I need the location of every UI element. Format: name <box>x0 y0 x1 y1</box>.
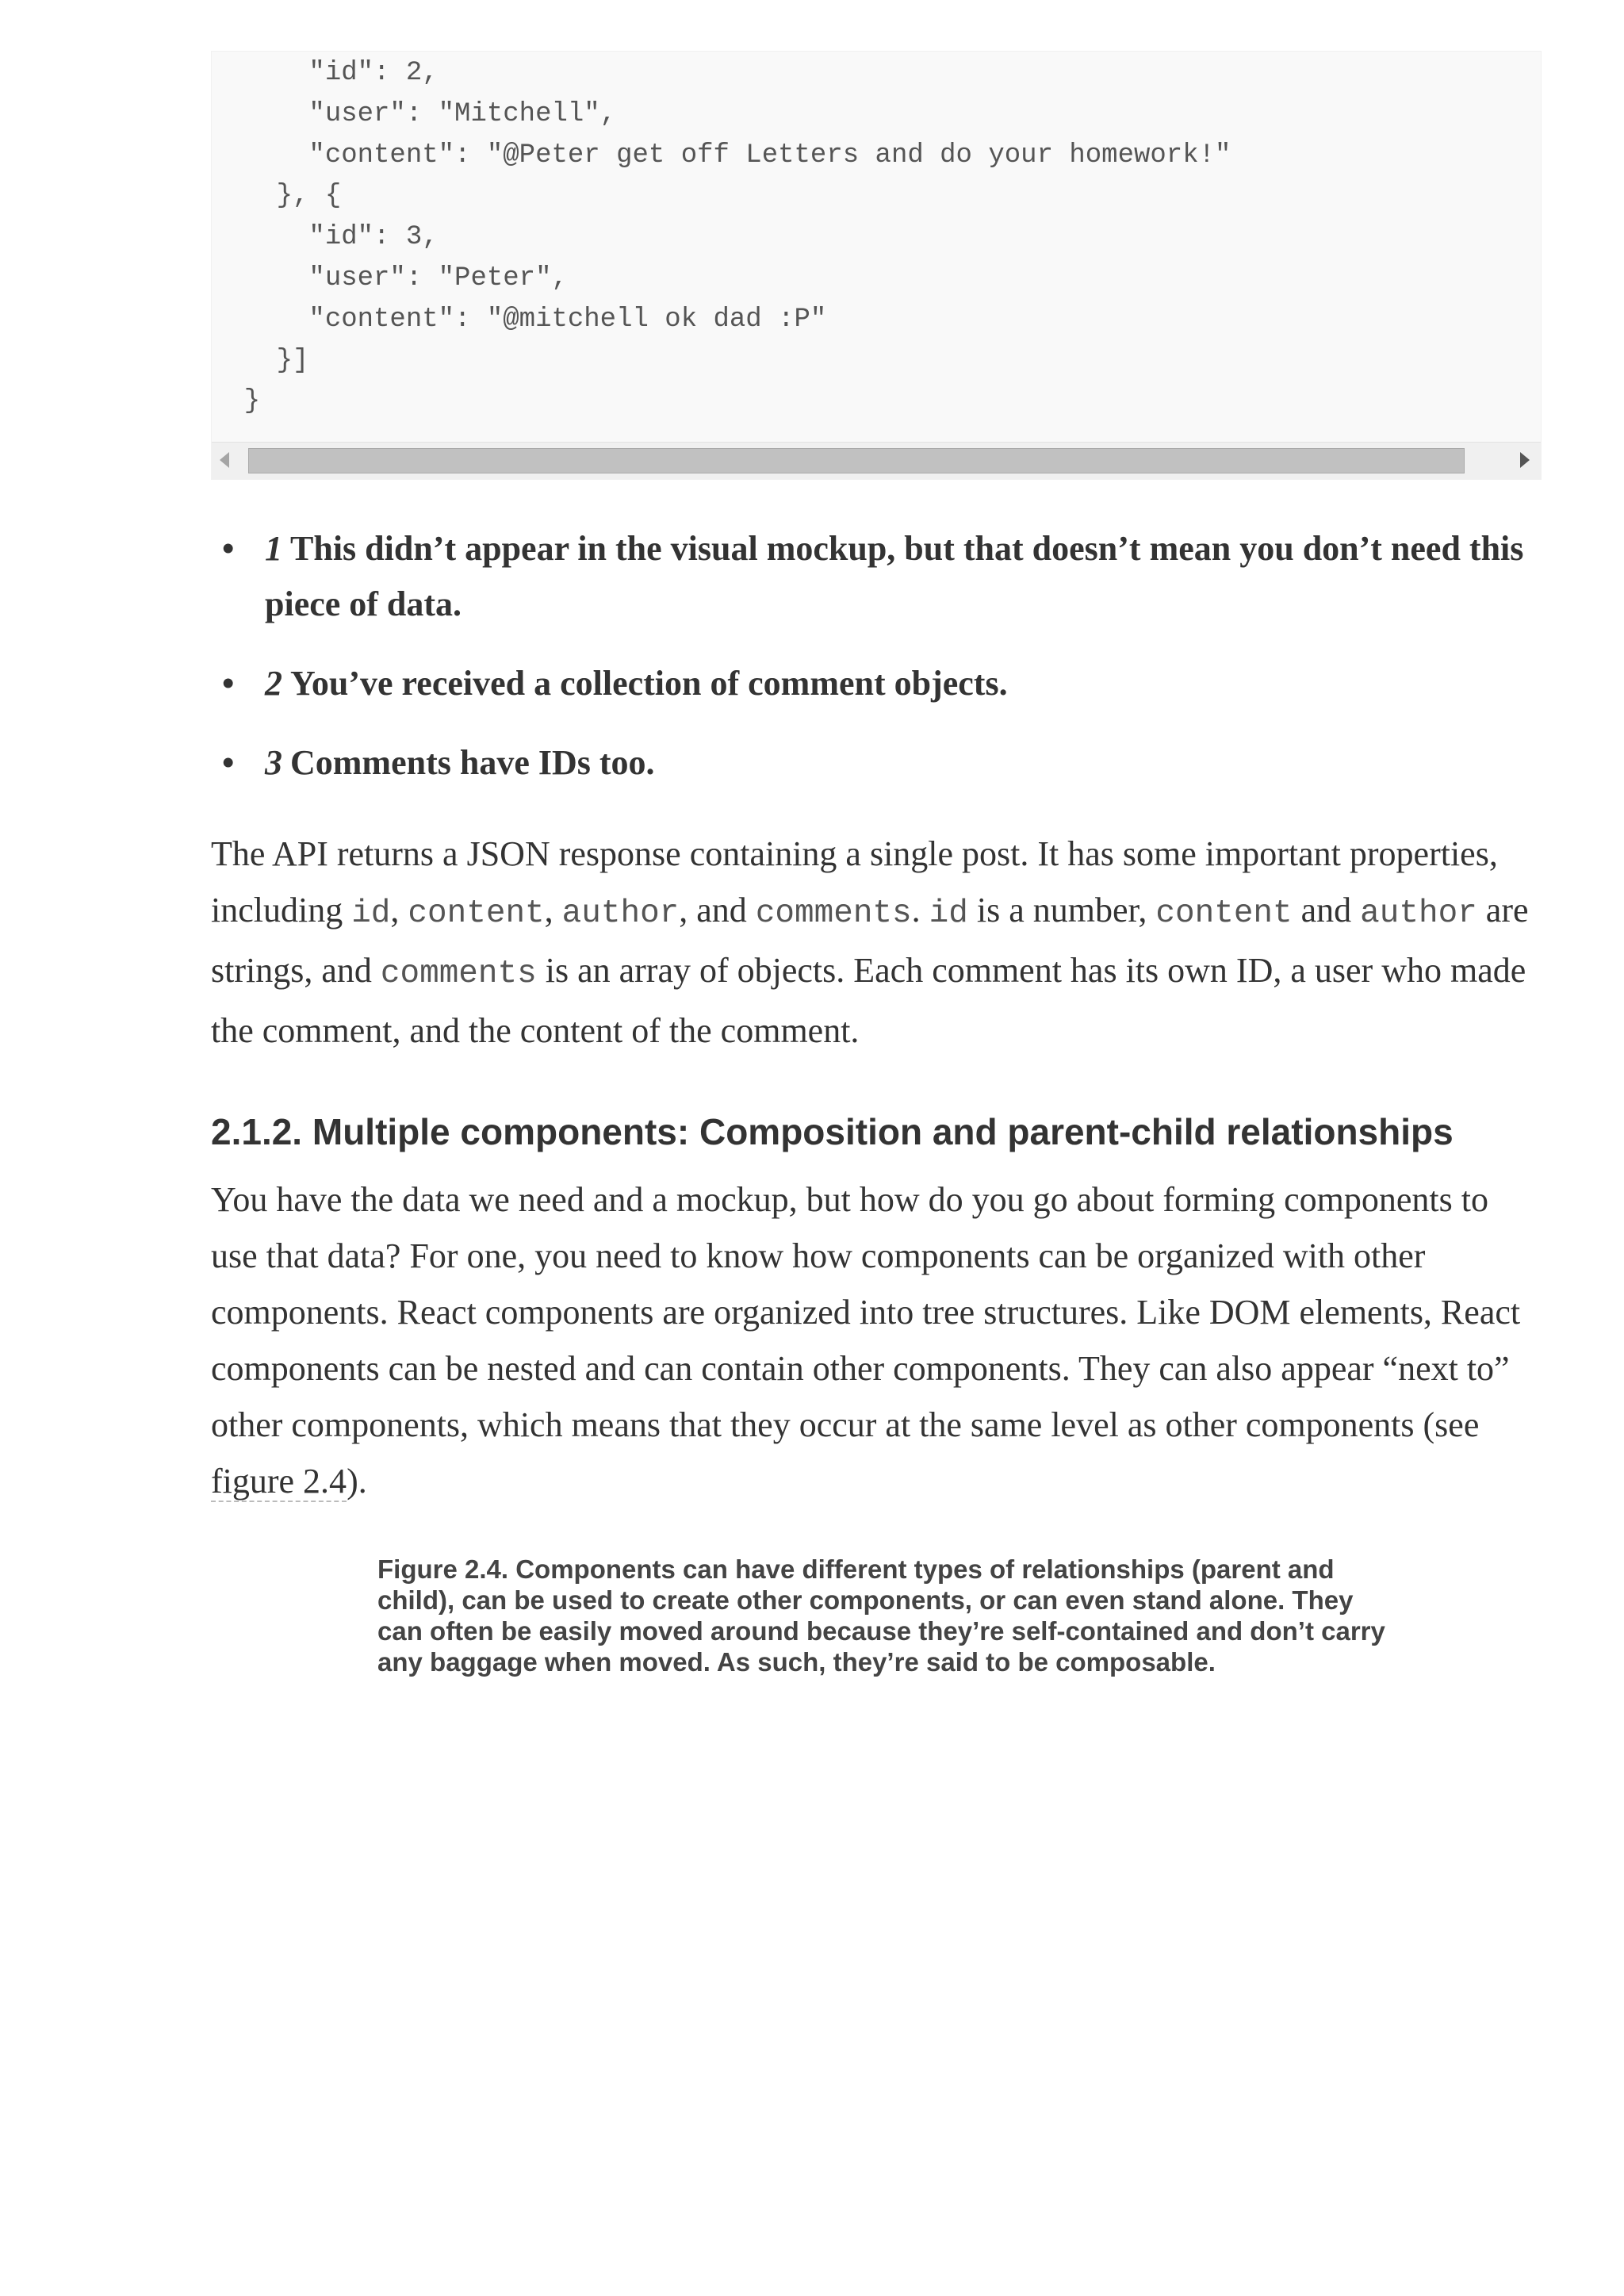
callout-item <box>211 521 1542 632</box>
code-lines <box>212 52 1541 442</box>
code-line: "content": "@mitchell ok dad :P" <box>212 304 827 335</box>
code-line: } <box>212 386 261 417</box>
code-line: "content": "@Peter get off Letters and do your homework!" <box>212 140 1231 171</box>
text-run: You have the data we need and a mockup, but how do you go about forming components to use that data? For one, you need to know how components can be organized with other components. React components are organized into tree structures. Like DOM elements, React components can be nested and can contain other components. They can also appear “next to” other components, which means that they occur at the same level as other components (see <box>211 1180 1521 1445</box>
text-run: is a number, <box>967 891 1156 930</box>
bullet-icon: • <box>222 664 235 703</box>
section-heading: 2.1.2. Multiple components: Composition and parent-child relationships <box>211 1111 1454 1153</box>
code-line: }, { <box>212 181 342 212</box>
callout-number: 1 <box>265 529 282 569</box>
api-response-paragraph <box>211 826 1542 1059</box>
composition-paragraph <box>211 1171 1542 1509</box>
code-line: "id": 3, <box>212 222 439 253</box>
inline-code: content <box>1155 895 1293 933</box>
scroll-right-arrow-icon[interactable] <box>1520 452 1530 468</box>
text-run: , and <box>679 891 756 930</box>
text-run: The API returns a JSON response containing a single post. It has some important properties, including <box>211 834 1498 930</box>
callout-number: 3 <box>265 743 282 783</box>
inline-code: comments <box>755 895 912 933</box>
scroll-left-arrow-icon[interactable] <box>220 452 229 468</box>
figure-caption: Figure 2.4. Components can have different types of relationships (parent and child), can be used to create other components, or can even stand alone. They can often be easily moved around because they’re self-contained and don’t carry any baggage when moved. As such, they’re said to be composable. <box>377 1554 1385 1677</box>
code-line: "user": "Mitchell", <box>212 98 617 129</box>
inline-code: author <box>561 895 680 933</box>
callout-text: Comments have IDs too. <box>290 743 655 783</box>
bullet-icon: • <box>222 743 235 783</box>
figure-reference-link[interactable]: figure 2.4 <box>211 1462 347 1501</box>
text-run: , <box>390 891 408 930</box>
text-run: are strings, and <box>211 891 1529 991</box>
page-content <box>211 0 1542 1677</box>
text-run: ). <box>347 1462 367 1501</box>
callout-text: You’ve received a collection of comment objects. <box>290 664 1008 703</box>
horizontal-scrollbar[interactable] <box>212 442 1541 479</box>
bullet-icon: • <box>222 529 235 569</box>
inline-code: id <box>351 895 391 933</box>
code-line: "user": "Peter", <box>212 263 568 293</box>
callout-item <box>211 656 1542 711</box>
inline-code: author <box>1360 895 1477 933</box>
text-run: , <box>544 891 562 930</box>
code-line: }] <box>212 345 309 376</box>
text-run: is an array of objects. Each comment has its own ID, a user who made the comment, and the content of the comment. <box>211 951 1526 1051</box>
scrollbar-thumb[interactable] <box>248 448 1465 473</box>
code-callout-list <box>211 521 1542 791</box>
text-run: . <box>911 891 929 930</box>
text-run: and <box>1292 891 1361 930</box>
code-line: "id": 2, <box>212 58 439 88</box>
callout-item <box>211 735 1542 791</box>
callout-number: 2 <box>265 664 282 703</box>
code-block <box>211 51 1542 480</box>
inline-code: comments <box>380 956 537 993</box>
inline-code: id <box>929 895 968 933</box>
callout-text: This didn’t appear in the visual mockup, but that doesn’t mean you don’t need this piece of data. <box>265 529 1524 624</box>
inline-code: content <box>408 895 545 933</box>
